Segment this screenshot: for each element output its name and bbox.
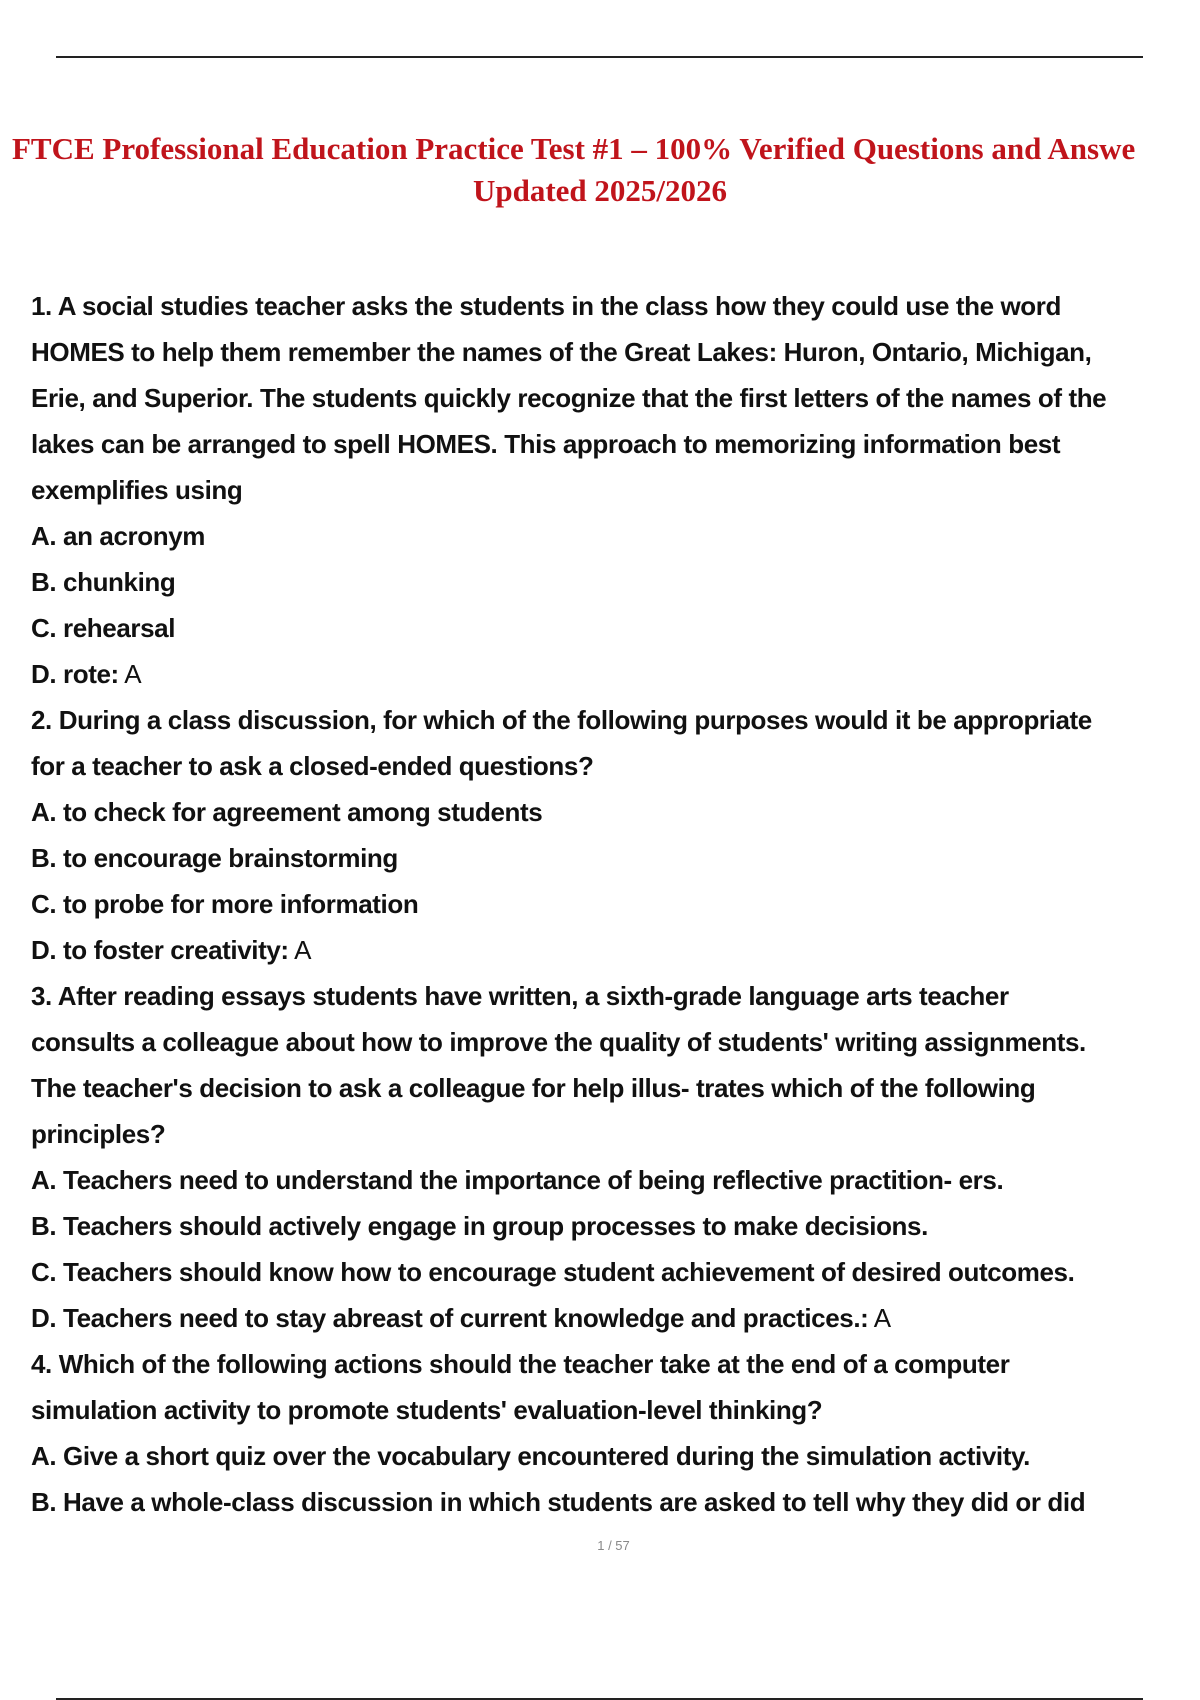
option-label: C. <box>31 613 57 643</box>
question-text-line: simulation activity to promote students' evaluation-level thinking? <box>31 1395 823 1425</box>
option-d <box>31 1295 1196 1341</box>
document-title <box>0 128 1200 212</box>
option-a <box>31 789 1196 835</box>
option-text: to encourage brainstorming <box>56 843 398 873</box>
option-text: Teachers should know how to encourage student achievement of desired outcomes. <box>56 1257 1075 1287</box>
option-label: A. <box>31 797 57 827</box>
option-label: D. <box>31 935 57 965</box>
option-text: to probe for more information <box>56 889 419 919</box>
option-b <box>31 1479 1196 1525</box>
option-text: Teachers need to understand the importance of being reflective practition- ers. <box>56 1165 1004 1195</box>
question-text-line: 3. After reading essays students have written, a sixth-grade language arts teacher <box>31 981 1009 1011</box>
option-label: B. <box>31 843 57 873</box>
question-text-line: consults a colleague about how to improve the quality of students' writing assignments. <box>31 1027 1086 1057</box>
option-text: chunking <box>56 567 176 597</box>
option-label: D. <box>31 659 57 689</box>
option-label: A. <box>31 1165 57 1195</box>
answer-key: A <box>118 659 142 689</box>
option-b <box>31 559 1196 605</box>
question-text-line: HOMES to help them remember the names of the Great Lakes: Huron, Ontario, Michigan, <box>31 337 1092 367</box>
question-text-line: 4. Which of the following actions should the teacher take at the end of a computer <box>31 1349 1010 1379</box>
page-indicator: 1 / 57 <box>597 1538 630 1553</box>
option-label: B. <box>31 1211 57 1241</box>
option-a <box>31 1157 1196 1203</box>
title-line-1: FTCE Professional Education Practice Test #1 – 100% Verified Questions and Answe <box>12 131 1136 166</box>
option-c <box>31 1249 1196 1295</box>
question-text-line: for a teacher to ask a closed-ended questions? <box>31 751 594 781</box>
option-text: Give a short quiz over the vocabulary encountered during the simulation activity. <box>56 1441 1030 1471</box>
option-text: an acronym <box>56 521 205 551</box>
option-a <box>31 1433 1196 1479</box>
option-text: to check for agreement among students <box>56 797 543 827</box>
option-b <box>31 835 1196 881</box>
question-text-line: 1. A social studies teacher asks the students in the class how they could use the word <box>31 291 1061 321</box>
option-d <box>31 651 1196 697</box>
option-label: A. <box>31 1441 57 1471</box>
option-a <box>31 513 1196 559</box>
question-text-line: The teacher's decision to ask a colleague for help illus- trates which of the following <box>31 1073 1036 1103</box>
option-label: A. <box>31 521 57 551</box>
option-text: Teachers should actively engage in group processes to make decisions. <box>56 1211 928 1241</box>
question-text-line: exemplifies using <box>31 475 243 505</box>
question-text-line: Erie, and Superior. The students quickly recognize that the first letters of the names of the <box>31 383 1107 413</box>
option-d <box>31 927 1196 973</box>
question-2 <box>31 697 1196 973</box>
question-list <box>31 283 1196 1525</box>
question-text-line: lakes can be arranged to spell HOMES. This approach to memorizing information best <box>31 429 1061 459</box>
option-label: C. <box>31 1257 57 1287</box>
option-c <box>31 605 1196 651</box>
option-label: B. <box>31 1487 57 1517</box>
option-text: Teachers need to stay abreast of current knowledge and practices.: <box>56 1303 869 1333</box>
top-rule <box>56 56 1143 58</box>
question-text-line: 2. During a class discussion, for which of the following purposes would it be appropriate <box>31 705 1092 735</box>
option-label: B. <box>31 567 57 597</box>
option-text: rehearsal <box>56 613 176 643</box>
option-label: C. <box>31 889 57 919</box>
option-text: Have a whole-class discussion in which students are asked to tell why they did or did <box>56 1487 1086 1517</box>
question-text-line: principles? <box>31 1119 166 1149</box>
option-label: D. <box>31 1303 57 1333</box>
question-1 <box>31 283 1196 697</box>
answer-key: A <box>868 1303 891 1333</box>
question-4 <box>31 1341 1196 1525</box>
option-c <box>31 881 1196 927</box>
option-b <box>31 1203 1196 1249</box>
option-text: to foster creativity: <box>56 935 289 965</box>
answer-key: A <box>288 935 312 965</box>
question-3 <box>31 973 1196 1341</box>
title-line-2: Updated 2025/2026 <box>472 173 728 208</box>
option-text: rote: <box>56 659 119 689</box>
